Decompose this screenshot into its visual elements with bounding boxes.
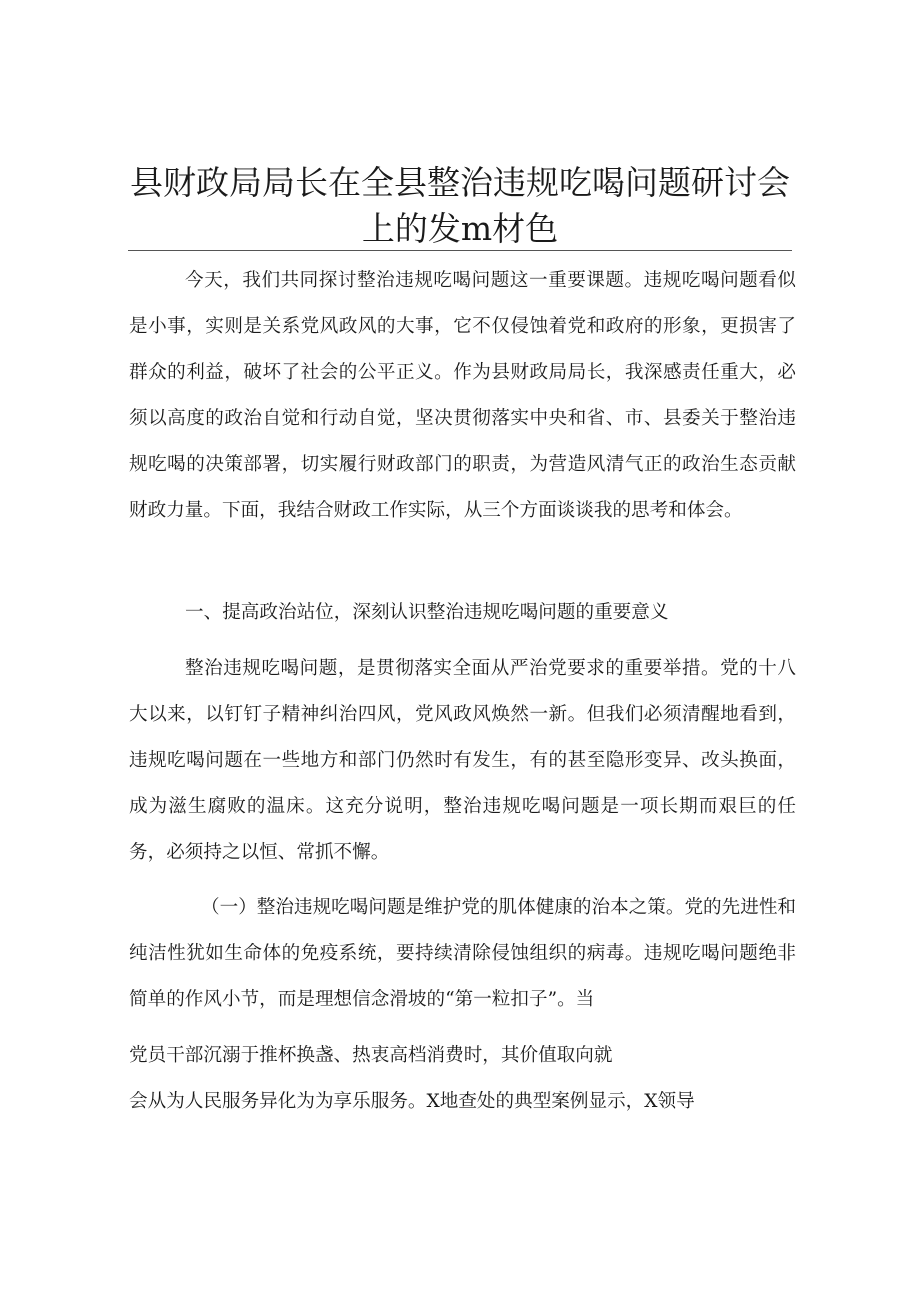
text-line: 党员干部沉溺于推杯换盏、热衷高档消费时，其价值取向就 (129, 1045, 613, 1066)
paragraph-subsection-1: （一）整治违规吃喝问题是维护党的肌体健康的治本之策。党的先进性和纯洁性犹如生命体的免疫系统，要持续清除侵蚀组织的病毒。违规吃喝问题绝非简单的作风小节，而是理想信念滑坡的“第一粒扣子”。当 (129, 897, 797, 1010)
paragraph-section-1: 整治违规吃喝问题，是贯彻落实全面从严治党要求的重要举措。党的十八大以来，以钉钉子精神纠治四风，党风政风焕然一新。但我们必须清醒地看到，违规吃喝问题在一些地方和部门仍然时有发生，有的甚至隐形变异、改头换面，成为滋生腐败的温床。这充分说明，整治违规吃喝问题是一项长期而艰巨的任务，必须持之以恒、常抓不懈。 (129, 658, 796, 863)
section-heading-1: 一、提高政治站位，深刻认识整治违规吃喝问题的重要意义 (185, 602, 669, 623)
paragraph-intro: 今天，我们共同探讨整治违规吃喝问题这一重要课题。违规吃喝问题看似是小事，实则是关系党风政风的大事，它不仅侵蚀着党和政府的形象，更损害了群众的利益，破坏了社会的公平正义。作为县财政局局长，我深感责任重大，必须以高度的政治自觉和行动自觉，坚决贯彻落实中央和省、市、县委关于整治违规吃喝的决策部署，切实履行财政部门的职责，为营造风清气正的政治生态贡献财政力量。下面，我结合财政工作实际，从三个方面谈谈我的思考和体会。 (129, 270, 796, 521)
text-line: 会从为人民服务异化为为享乐服务。X地查处的典型案例显示，X领导 (129, 1091, 695, 1112)
title-underline (128, 250, 792, 251)
document-title: 县财政局局长在全县整治违规吃喝问题研讨会上的发m材色 (130, 163, 790, 248)
